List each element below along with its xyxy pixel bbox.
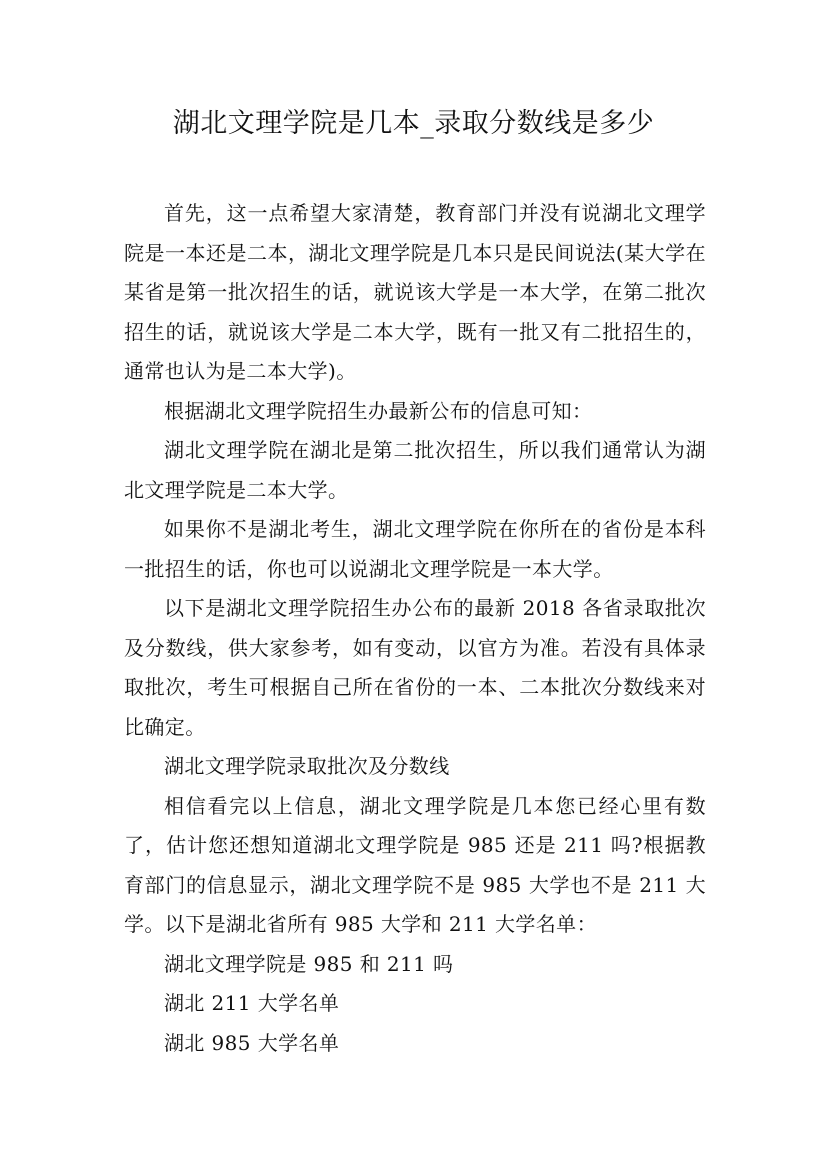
document-body <box>124 194 706 1063</box>
paragraph-other-province: 如果你不是湖北考生，湖北文理学院在你所在的省份是本科一批招生的话，你也可以说湖北文理学院是一本大学。 <box>124 517 706 581</box>
paragraph-score-lines: 以下是湖北文理学院招生办公布的最新 2018 各省录取批次及分数线，供大家参考，如有变动，以官方为准。若没有具体录取批次，考生可根据自己所在省份的一本、二本批次分数线来对比确定。 <box>124 596 706 739</box>
paragraph-985-211: 相信看完以上信息，湖北文理学院是几本您已经心里有数了，估计您还想知道湖北文理学院是 985 还是 211 吗?根据教育部门的信息显示，湖北文理学院不是 985 大学也不是 211 大学。以下是湖北省所有 985 大学和 211 大学名单： <box>124 793 706 936</box>
paragraph-211-list: 湖北 211 大学名单 <box>164 991 340 1015</box>
paragraph-hubei-batch: 湖北文理学院在湖北是第二批次招生，所以我们通常认为湖北文理学院是二本大学。 <box>124 438 706 502</box>
document-title: 湖北文理学院是几本_录取分数线是多少 <box>172 108 655 139</box>
paragraph-score-heading: 湖北文理学院录取批次及分数线 <box>164 754 450 778</box>
paragraph-985-211-question: 湖北文理学院是 985 和 211 吗 <box>164 951 454 976</box>
paragraph-source: 根据湖北文理学院招生办最新公布的信息可知： <box>164 398 593 423</box>
paragraph-intro: 首先，这一点希望大家清楚，教育部门并没有说湖北文理学院是一本还是二本，湖北文理学院是几本只是民间说法(某大学在某省是第一批次招生的话，就说该大学是一本大学，在第二批次招生的话，就说该大学是二本大学，既有一批又有二批招生的，通常也认为是二本大学)。 <box>124 201 706 383</box>
paragraph-985-list: 湖北 985 大学名单 <box>164 1030 340 1055</box>
